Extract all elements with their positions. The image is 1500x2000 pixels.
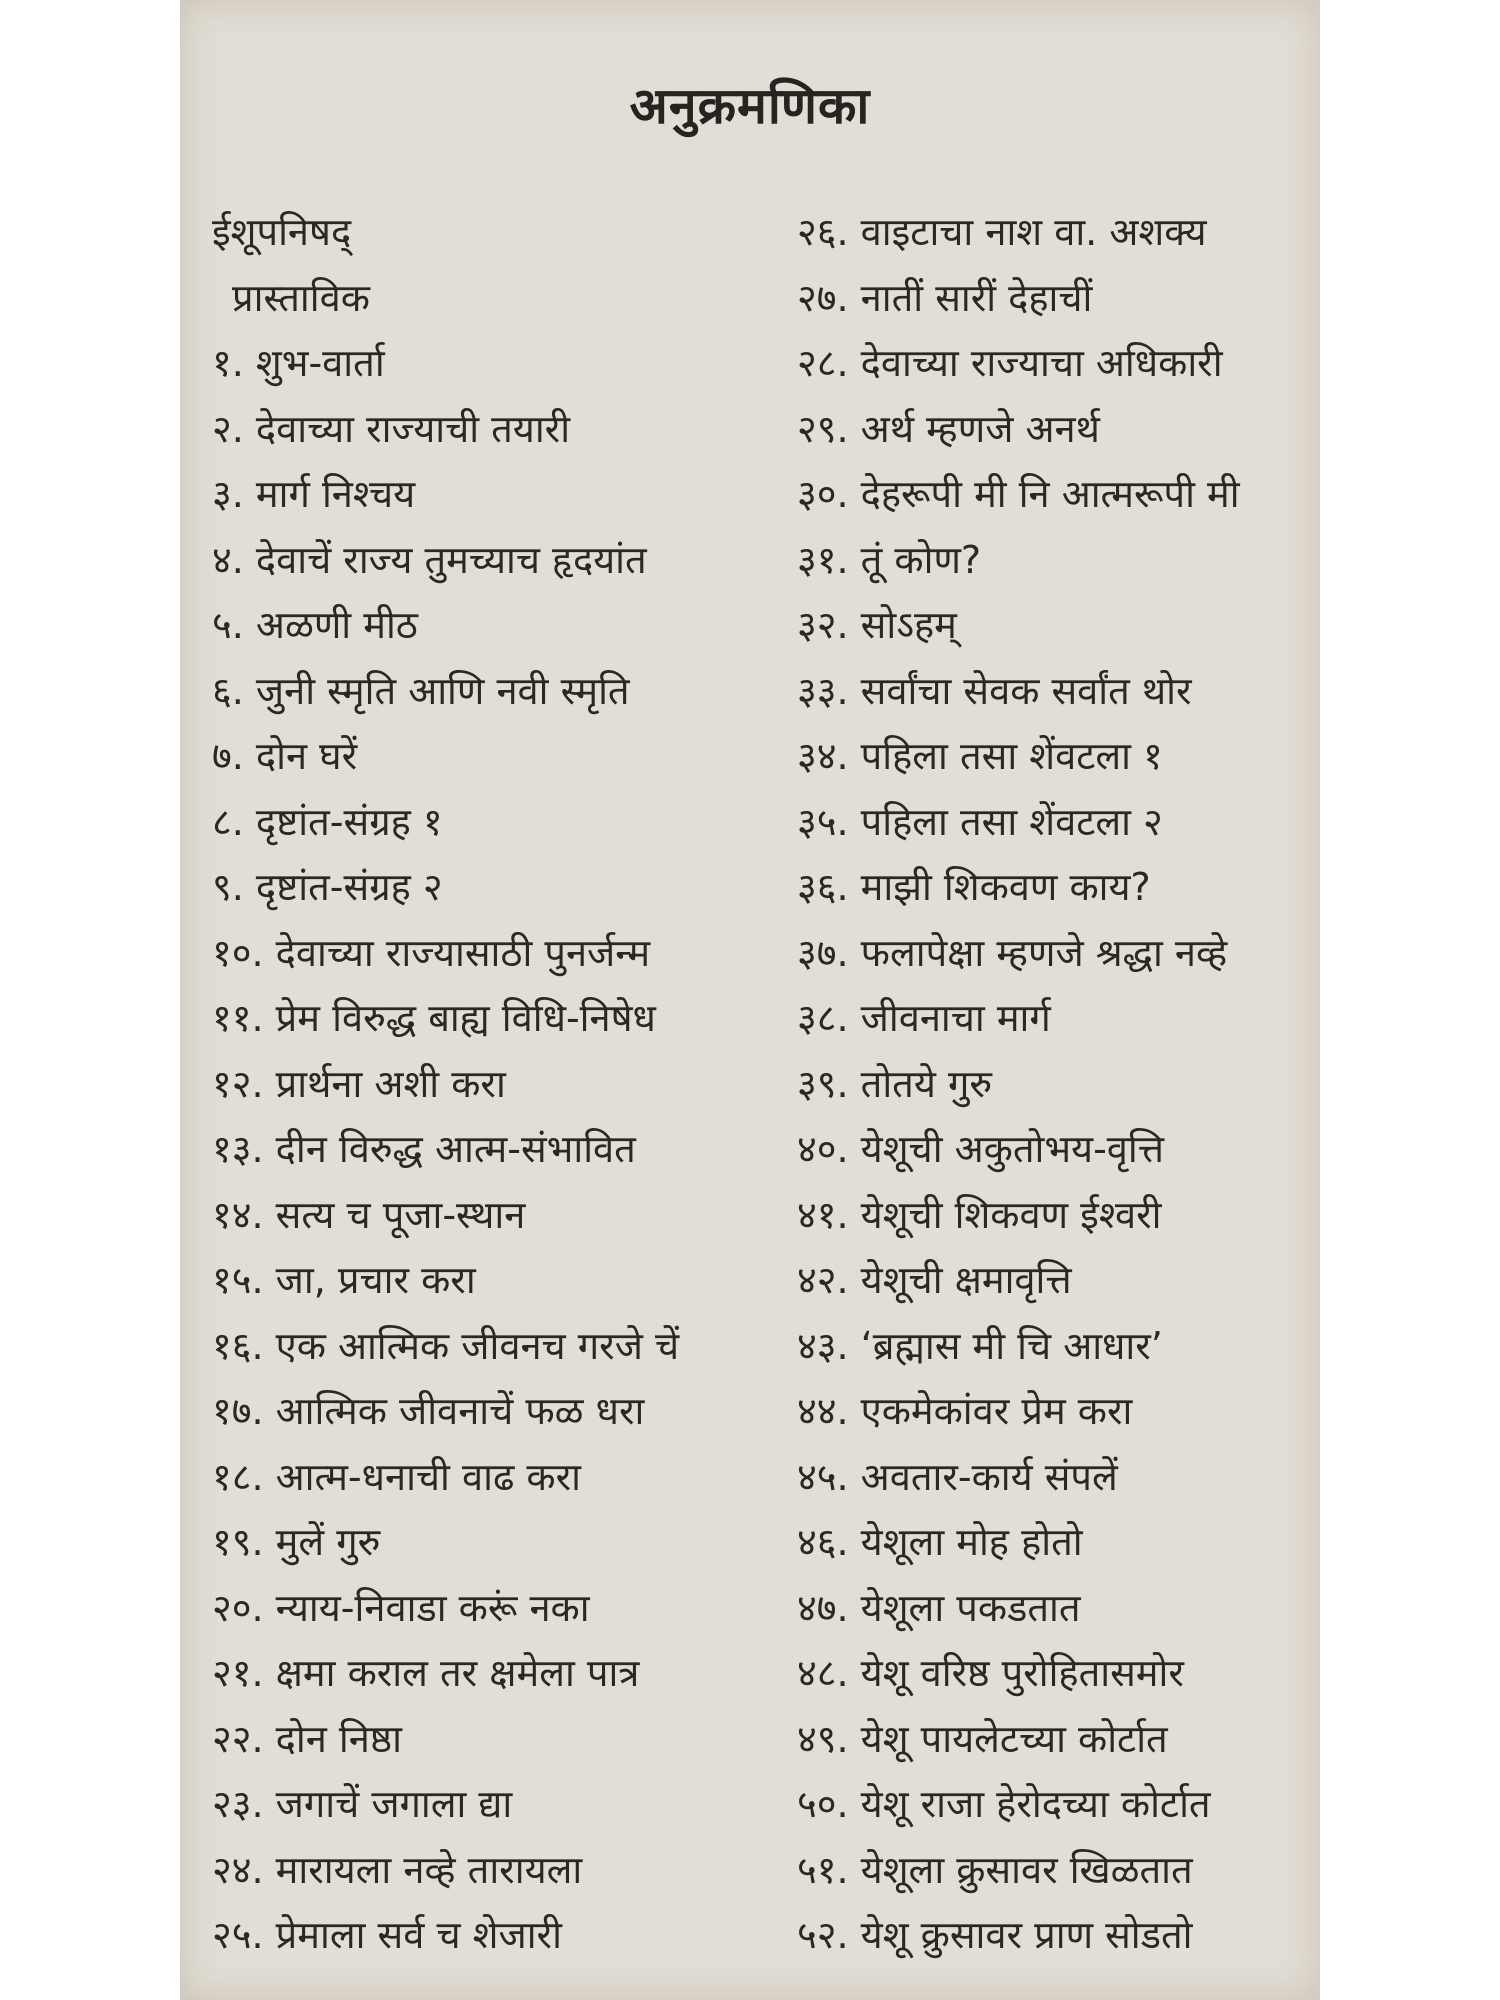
toc-left-entry: ९. दृष्टांत-संग्रह २ bbox=[212, 865, 443, 909]
toc-right-entry: ५१. येशूला क्रुसावर खिळतात bbox=[797, 1847, 1193, 1892]
toc-right-entry: ५०. येशू राजा हेरोदच्या कोर्टात bbox=[797, 1782, 1211, 1826]
toc-right-entry: ३८. जीवनाचा मार्ग bbox=[797, 996, 1051, 1040]
page-title: अनुक्रमणिका bbox=[629, 77, 871, 135]
toc-right-entry: ४८. येशू वरिष्ठ पुरोहितासमोर bbox=[797, 1651, 1184, 1695]
toc-right-entry: ४१. येशूची शिकवण ईश्वरी bbox=[797, 1192, 1162, 1237]
toc-left-entry: २४. मारायला नव्हे तारायला bbox=[212, 1847, 583, 1892]
toc-left-entry: १२. प्रार्थना अशी करा bbox=[212, 1061, 506, 1106]
toc-right-entry: २७. नातीं सारीं देहाचीं bbox=[797, 275, 1093, 320]
book-page bbox=[180, 0, 1320, 2000]
toc-left-entry: २३. जगाचें जगाला द्या bbox=[212, 1782, 513, 1826]
toc-right-entry: ४३. ‘ब्रह्मास मी चि आधार’ bbox=[797, 1323, 1163, 1368]
toc-right-entry: ३७. फलापेक्षा म्हणजे श्रद्धा नव्हे bbox=[797, 930, 1228, 975]
toc-left-entry: ४. देवाचें राज्य तुमच्याच हृदयांत bbox=[212, 537, 647, 582]
toc-left-entry: १७. आत्मिक जीवनाचें फळ धरा bbox=[212, 1389, 645, 1433]
toc-left-entry: १९. मुलें गुरु bbox=[212, 1520, 381, 1564]
toc-left-entry: १. शुभ-वार्ता bbox=[212, 341, 385, 385]
toc-right-entry: २६. वाइटाचा नाश वा. अशक्य bbox=[797, 210, 1207, 254]
toc-right-entry: ४५. अवतार-कार्य संपलें bbox=[797, 1454, 1118, 1499]
toc-left-entry: ६. जुनी स्मृति आणि नवी स्मृति bbox=[212, 668, 630, 713]
toc-left-entry: ईशूपनिषद् bbox=[212, 210, 352, 254]
toc-right-entry: ३०. देहरूपी मी नि आत्मरूपी मी bbox=[797, 472, 1240, 516]
toc-left-entry: प्रास्ताविक bbox=[232, 275, 370, 320]
toc-left-entry: २०. न्याय-निवाडा करूं नका bbox=[212, 1585, 590, 1630]
toc-right-entry: २९. अर्थ म्हणजे अनर्थ bbox=[797, 406, 1100, 451]
toc-left-entry: २१. क्षमा कराल तर क्षमेला पात्र bbox=[212, 1651, 640, 1695]
toc-right-entry: ४९. येशू पायलेटच्या कोर्टात bbox=[797, 1716, 1168, 1761]
toc-left-column bbox=[212, 200, 772, 1969]
toc-left-entry: १४. सत्य च पूजा-स्थान bbox=[212, 1192, 526, 1237]
toc-left-entry: ७. दोन घरें bbox=[212, 734, 358, 778]
toc-left-entry: १३. दीन विरुद्ध आत्म-संभावित bbox=[212, 1127, 636, 1171]
toc-left-entry: ११. प्रेम विरुद्ध बाह्य विधि-निषेध bbox=[212, 996, 656, 1040]
toc-right-entry: ५२. येशू क्रुसावर प्राण सोडतो bbox=[797, 1913, 1193, 1957]
toc-left-entry: १५. जा, प्रचार करा bbox=[212, 1258, 476, 1302]
toc-right-entry: ४०. येशूची अकुतोभय-वृत्ति bbox=[797, 1127, 1165, 1171]
toc-left-entry: ८. दृष्टांत-संग्रह १ bbox=[212, 799, 443, 844]
toc-right-entry: ४४. एकमेकांवर प्रेम करा bbox=[797, 1389, 1133, 1433]
toc-right-entry: ४७. येशूला पकडतात bbox=[797, 1585, 1081, 1630]
toc-left-entry: २२. दोन निष्ठा bbox=[212, 1716, 403, 1761]
toc-left-entry: १८. आत्म-धनाची वाढ करा bbox=[212, 1454, 581, 1499]
toc-right-entry: ३३. सर्वांचा सेवक सर्वांत थोर bbox=[797, 668, 1192, 713]
toc-right-entry: ३१. तूं कोण? bbox=[797, 537, 982, 582]
toc-right-entry: ३५. पहिला तसा शेंवटला २ bbox=[797, 799, 1163, 844]
toc-left-entry: ५. अळणी मीठ bbox=[212, 603, 418, 647]
toc-right-entry: ३६. माझी शिकवण काय? bbox=[797, 865, 1151, 909]
toc-left-entry: २. देवाच्या राज्याची तयारी bbox=[212, 406, 571, 451]
toc-right-column bbox=[797, 200, 1307, 1969]
toc-right-entry: ४२. येशूची क्षमावृत्ति bbox=[797, 1258, 1072, 1302]
toc-left-entry: ३. मार्ग निश्चय bbox=[212, 472, 416, 516]
toc-left-entry: १०. देवाच्या राज्यासाठी पुनर्जन्म bbox=[212, 930, 651, 975]
toc-right-entry: ३४. पहिला तसा शेंवटला १ bbox=[797, 734, 1163, 778]
toc-right-entry: ३९. तोतये गुरु bbox=[797, 1061, 993, 1106]
toc-left-entry: २५. प्रेमाला सर्व च शेजारी bbox=[212, 1913, 562, 1957]
toc-right-entry: २८. देवाच्या राज्याचा अधिकारी bbox=[797, 341, 1223, 385]
toc-left-entry: १६. एक आत्मिक जीवनच गरजे चें bbox=[212, 1323, 680, 1368]
toc-right-entry: ४६. येशूला मोह होतो bbox=[797, 1520, 1083, 1564]
toc-right-entry: ३२. सोऽहम् bbox=[797, 603, 957, 647]
